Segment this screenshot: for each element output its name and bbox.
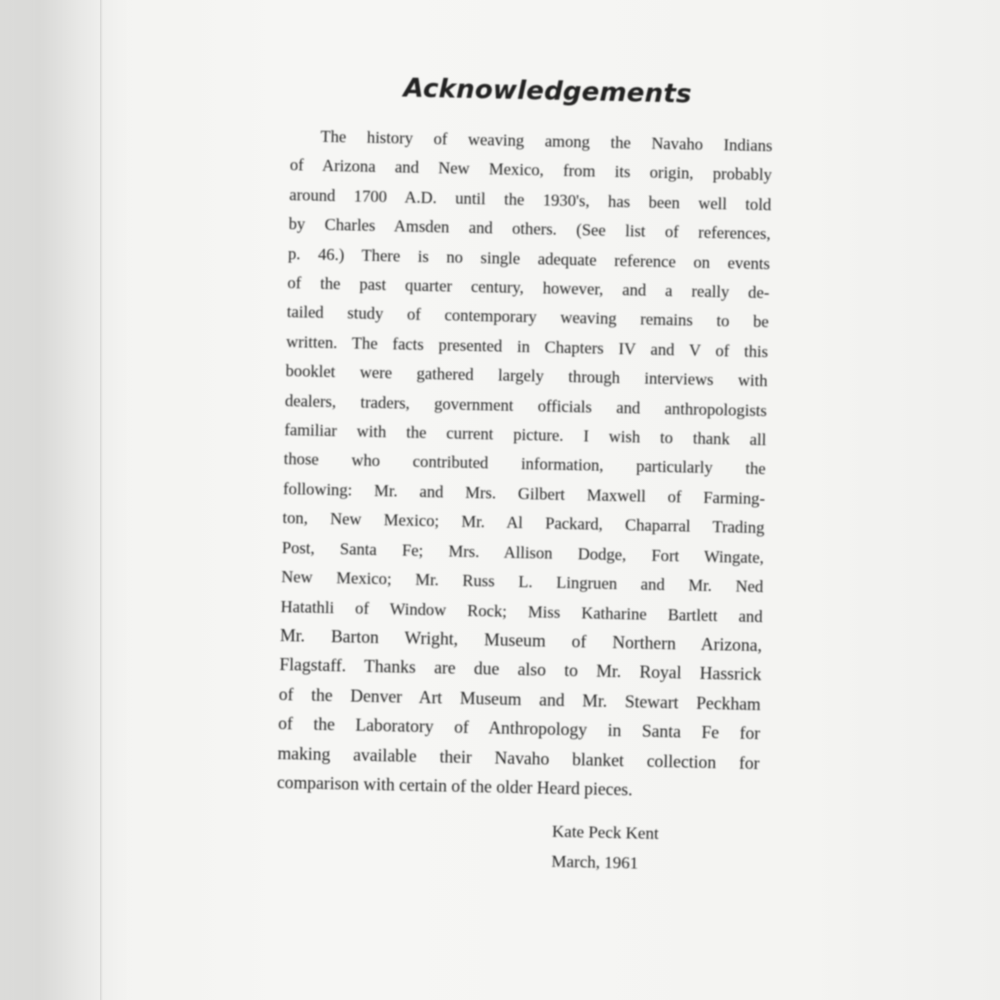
text-line: of the past quarter century, however, and a really de-: [287, 273, 770, 303]
text-line: making available their Navaho blanket collection for: [277, 742, 760, 773]
page-title: Acknowledgements: [403, 73, 692, 110]
text-line: Flagstaff. Thanks are due also to Mr. Royal Hassrick: [279, 654, 762, 685]
text-line: around 1700 A.D. until the 1930's, has been well told: [289, 184, 772, 215]
text-line: by Charles Amsden and others. (See list of references,: [288, 214, 771, 244]
text-line: those who contributed information, particularly the: [283, 449, 766, 479]
text-line: The history of weaving among the Navaho Indians: [320, 126, 773, 156]
text-line: New Mexico; Mr. Russ L. Lingruen and Mr. Ned: [281, 567, 764, 597]
text-line: dealers, traders, government officials and anthropologists: [284, 390, 768, 420]
author-name: Kate Peck Kent: [551, 821, 659, 843]
text-line: of the Denver Art Museum and Mr. Stewart Peckham: [278, 683, 761, 714]
text-line: written. The facts presented in Chapters IV and V of this: [286, 331, 769, 362]
text-line: booklet were gathered largely through interviews with: [285, 361, 768, 391]
acknowledgements-paragraph: [277, 121, 773, 807]
text-line: tailed study of contemporary weaving remains to be: [286, 302, 769, 332]
text-line: Hatathli of Window Rock; Miss Katharine Bartlett and: [280, 596, 763, 626]
text-line: Mr. Barton Wright, Museum of Northern Arizona,: [279, 624, 763, 656]
text-line: p. 46.) There is no single adequate reference on events: [287, 243, 771, 273]
text-line: familiar with the current picture. I wish to thank all: [284, 420, 767, 450]
text-line: following: Mr. and Mrs. Gilbert Maxwell of Farming-: [282, 478, 766, 509]
text-line: of the Laboratory of Anthropology in Santa Fe for: [278, 713, 761, 744]
text-line: comparison with certain of the older Heard pieces.: [276, 771, 633, 800]
signature-block: [551, 817, 659, 879]
text-line: of Arizona and New Mexico, from its origin, probably: [289, 155, 773, 185]
text-line: Post, Santa Fe; Mrs. Allison Dodge, Fort Wingate,: [281, 537, 765, 567]
signature-date: March, 1961: [551, 851, 639, 873]
text-line: ton, New Mexico; Mr. Al Packard, Chaparral Trading: [282, 508, 765, 538]
